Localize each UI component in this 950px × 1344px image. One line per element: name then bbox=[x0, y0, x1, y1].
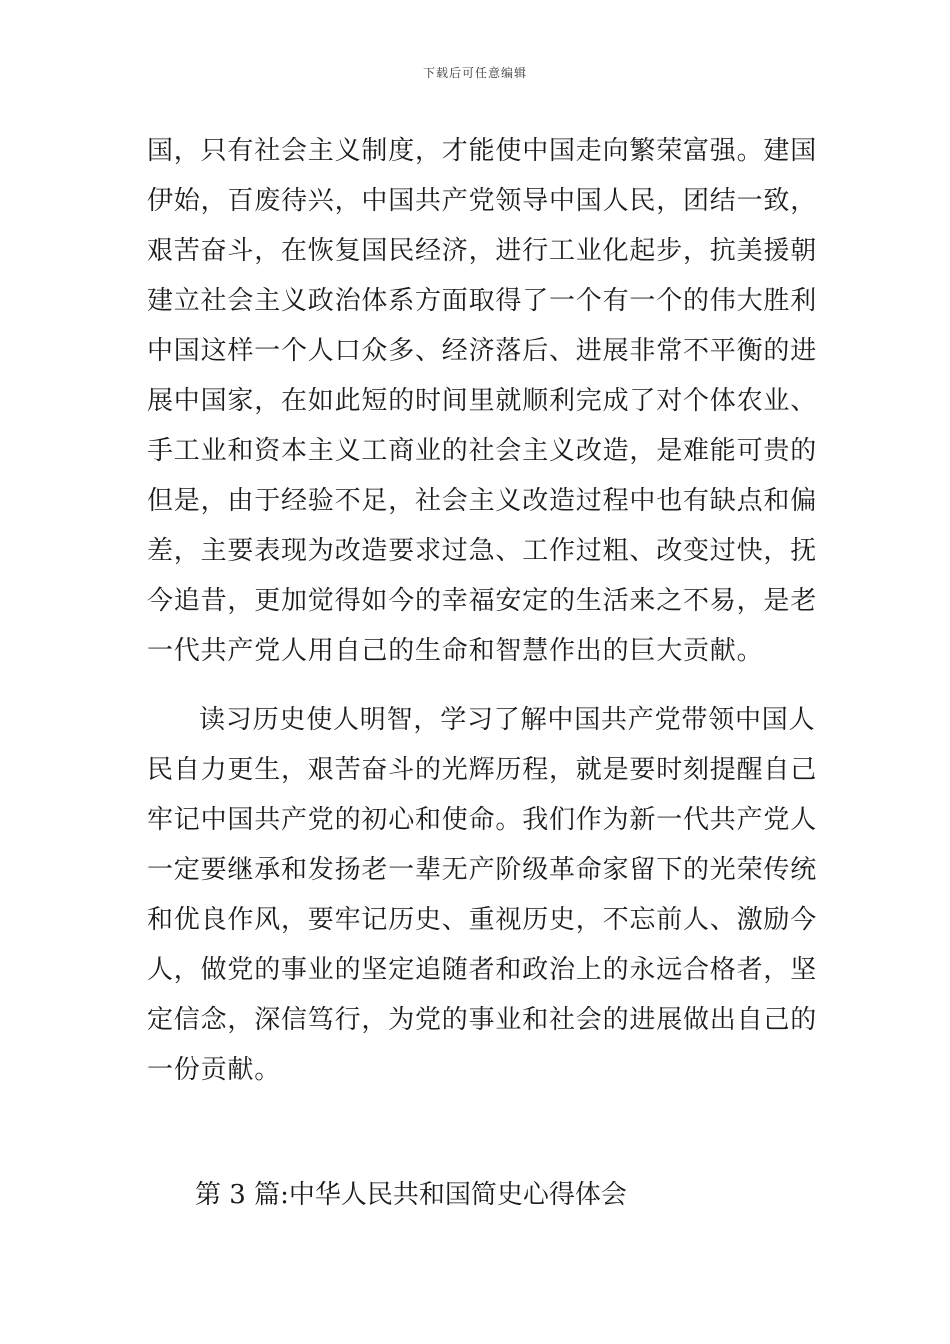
text-line: 人，做党的事业的坚定追随者和政治上的永远合格者，坚 bbox=[147, 955, 818, 985]
text-line: 伊始，百废待兴，中国共产党领导中国人民，团结一致， bbox=[147, 186, 818, 216]
paragraph-2 bbox=[147, 695, 817, 1095]
text-line: 中国这样一个人口众多、经济落后、进展非常不平衡的进 bbox=[147, 336, 818, 366]
text-line: 和优良作风，要牢记历史、重视历史，不忘前人、激励今 bbox=[147, 905, 818, 935]
text-line: 民自力更生，艰苦奋斗的光辉历程，就是要时刻提醒自己 bbox=[147, 755, 818, 785]
section-heading: 第 3 篇:中华人民共和国简史心得体会 bbox=[195, 1180, 627, 1210]
text-line: 但是，由于经验不足，社会主义改造过程中也有缺点和偏 bbox=[147, 486, 818, 516]
paragraph-1 bbox=[147, 126, 817, 676]
text-line: 一代共产党人用自己的生命和智慧作出的巨大贡献。 bbox=[147, 636, 764, 666]
text-line: 一份贡献。 bbox=[147, 1055, 282, 1085]
text-line: 展中国家，在如此短的时间里就顺利完成了对个体农业、 bbox=[147, 386, 818, 416]
text-line: 一定要继承和发扬老一辈无产阶级革命家留下的光荣传统 bbox=[147, 855, 818, 885]
text-line: 差，主要表现为改造要求过急、工作过粗、改变过快，抚 bbox=[147, 536, 818, 566]
text-line: 建立社会主义政治体系方面取得了一个有一个的伟大胜利 bbox=[147, 286, 818, 316]
text-line: 手工业和资本主义工商业的社会主义改造，是难能可贵的 bbox=[147, 436, 818, 466]
text-line: 今追昔，更加觉得如今的幸福安定的生活来之不易，是老 bbox=[147, 586, 818, 616]
text-line: 读习历史使人明智，学习了解中国共产党带领中国人 bbox=[199, 705, 816, 735]
text-line: 定信念，深信笃行，为党的事业和社会的进展做出自己的 bbox=[147, 1005, 818, 1035]
text-line: 牢记中国共产党的初心和使命。我们作为新一代共产党人 bbox=[147, 805, 818, 835]
text-line: 艰苦奋斗，在恢复国民经济，进行工业化起步，抗美援朝 bbox=[147, 236, 818, 266]
page-header: 下载后可任意编辑 bbox=[422, 66, 527, 80]
text-line: 国，只有社会主义制度，才能使中国走向繁荣富强。建国 bbox=[147, 136, 818, 166]
